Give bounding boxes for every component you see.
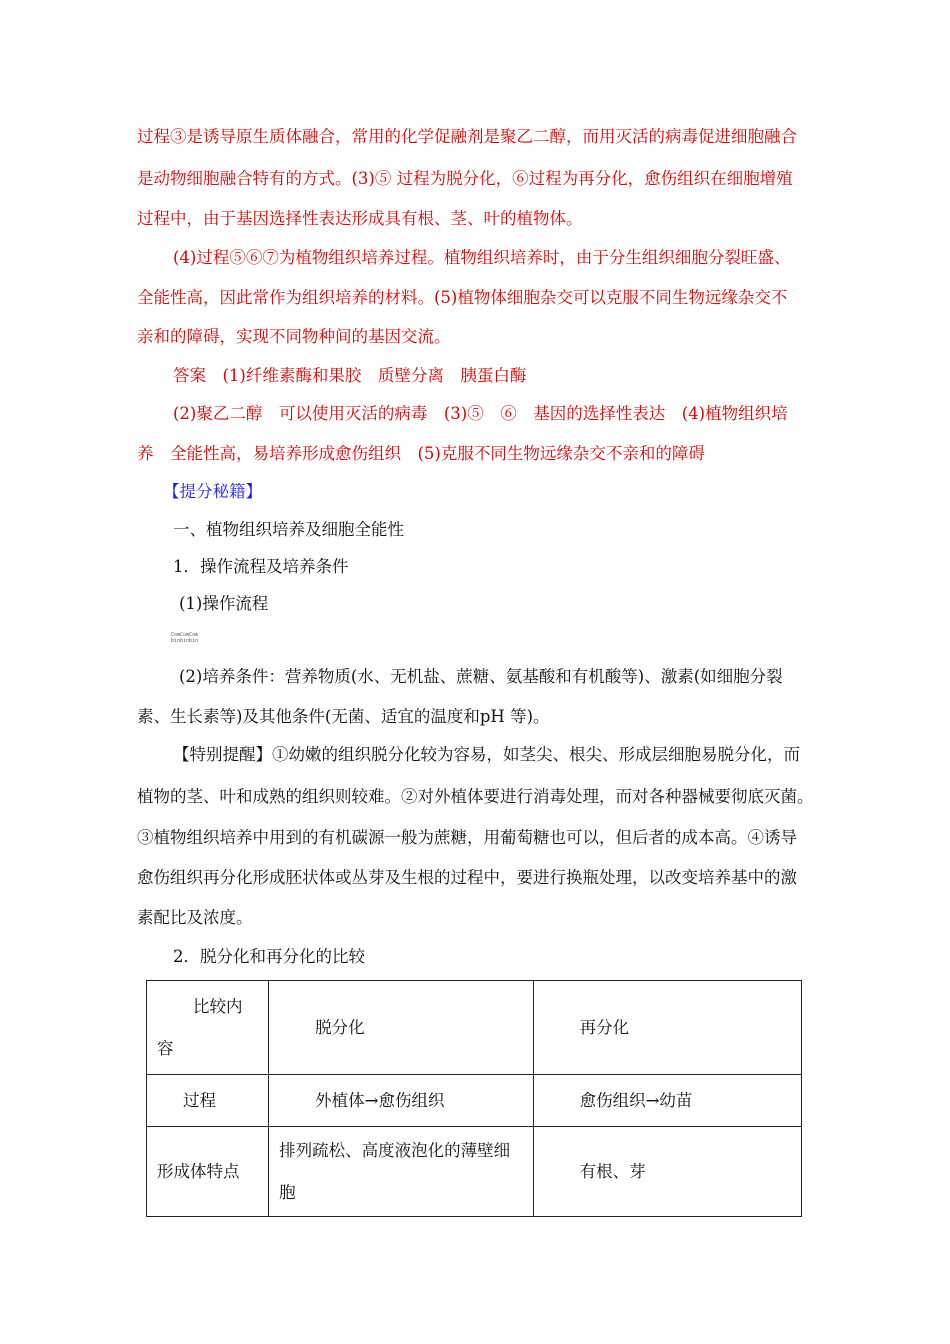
table-row <box>147 1075 802 1127</box>
answer-line: 答案 (1)纤维素酶和果胶 质壁分离 胰蛋白酶 <box>173 366 527 385</box>
table-cell: 有根、芽 <box>533 1127 801 1217</box>
body-line: (2)培养条件：营养物质(水、无机盐、蔗糖、氨基酸和有机酸等)、激素(如细胞分裂 <box>179 667 783 686</box>
body-line: ③植物组织培养中用到的有机碳源一般为蔗糖，用葡萄糖也可以，但后者的成本高。④诱导 <box>137 828 797 847</box>
table-header-cell: 再分化 <box>533 981 801 1075</box>
subsection-item: (1)操作流程 <box>179 594 269 613</box>
comparison-table <box>146 980 802 1217</box>
table-cell: 愈伤组织→幼苗 <box>533 1075 801 1127</box>
subsection-heading: 2．脱分化和再分化的比较 <box>173 947 365 966</box>
header-text: 比较内 <box>193 996 243 1016</box>
row-label: 过程 <box>147 1075 269 1127</box>
answer-line: 养 全能性高，易培养形成愈伤组织 (5)克服不同生物远缘杂交不亲和的障碍 <box>137 444 705 463</box>
explanation-line: 过程中，由于基因选择性表达形成具有根、茎、叶的植物体。 <box>137 209 583 228</box>
flowchart-placeholder-text: binbinbin <box>171 638 199 644</box>
header-text: 容 <box>157 1038 174 1058</box>
body-line: 植物的茎、叶和成熟的组织则较难。②对外植体要进行消毒处理，而对各种器械要彻底灭菌。 <box>137 787 814 806</box>
flowchart-placeholder-text: ComComCom <box>171 632 199 638</box>
body-line: 愈伤组织再分化形成胚状体或丛芽及生根的过程中，要进行换瓶处理，以改变培养基中的激 <box>137 868 797 887</box>
explanation-line: 是动物细胞融合特有的方式。(3)⑤ 过程为脱分化，⑥过程为再分化，愈伤组织在细胞增殖 <box>137 169 793 188</box>
cell-text: 胞 <box>279 1182 296 1202</box>
table-header-cell <box>147 981 269 1075</box>
cell-text: 排列疏松、高度液泡化的薄壁细 <box>279 1140 511 1160</box>
table-cell <box>269 1127 533 1217</box>
row-label: 形成体特点 <box>147 1127 269 1217</box>
table-row <box>147 1127 802 1217</box>
explanation-line: (4)过程⑤⑥⑦为植物组织培养过程。植物组织培养时，由于分生组织细胞分裂旺盛、 <box>173 248 791 267</box>
tips-heading: 【提分秘籍】 <box>163 482 262 501</box>
flowchart-placeholder <box>171 632 198 644</box>
section-heading: 一、植物组织培养及细胞全能性 <box>173 520 404 539</box>
body-line: 素、生长素等)及其他条件(无菌、适宜的温度和pH 等)。 <box>137 707 550 726</box>
explanation-line: 亲和的障碍，实现不同物种间的基因交流。 <box>137 327 451 346</box>
table-header-cell: 脱分化 <box>269 981 533 1075</box>
subsection-heading: 1．操作流程及培养条件 <box>173 557 349 576</box>
table-cell: 外植体→愈伤组织 <box>269 1075 533 1127</box>
table-header-row <box>147 981 802 1075</box>
explanation-line: 全能性高，因此常作为组织培养的材料。(5)植物体细胞杂交可以克服不同生物远缘杂交不 <box>137 288 788 307</box>
answer-line: (2)聚乙二醇 可以使用灭活的病毒 (3)⑤ ⑥ 基因的选择性表达 (4)植物组织培 <box>173 404 788 423</box>
explanation-line: 过程③是诱导原生质体融合，常用的化学促融剂是聚乙二醇，而用灭活的病毒促进细胞融合 <box>137 127 797 146</box>
body-line: 素配比及浓度。 <box>137 908 253 927</box>
body-line: 【特别提醒】①幼嫩的组织脱分化较为容易，如茎尖、根尖、形成层细胞易脱分化，而 <box>173 745 800 764</box>
